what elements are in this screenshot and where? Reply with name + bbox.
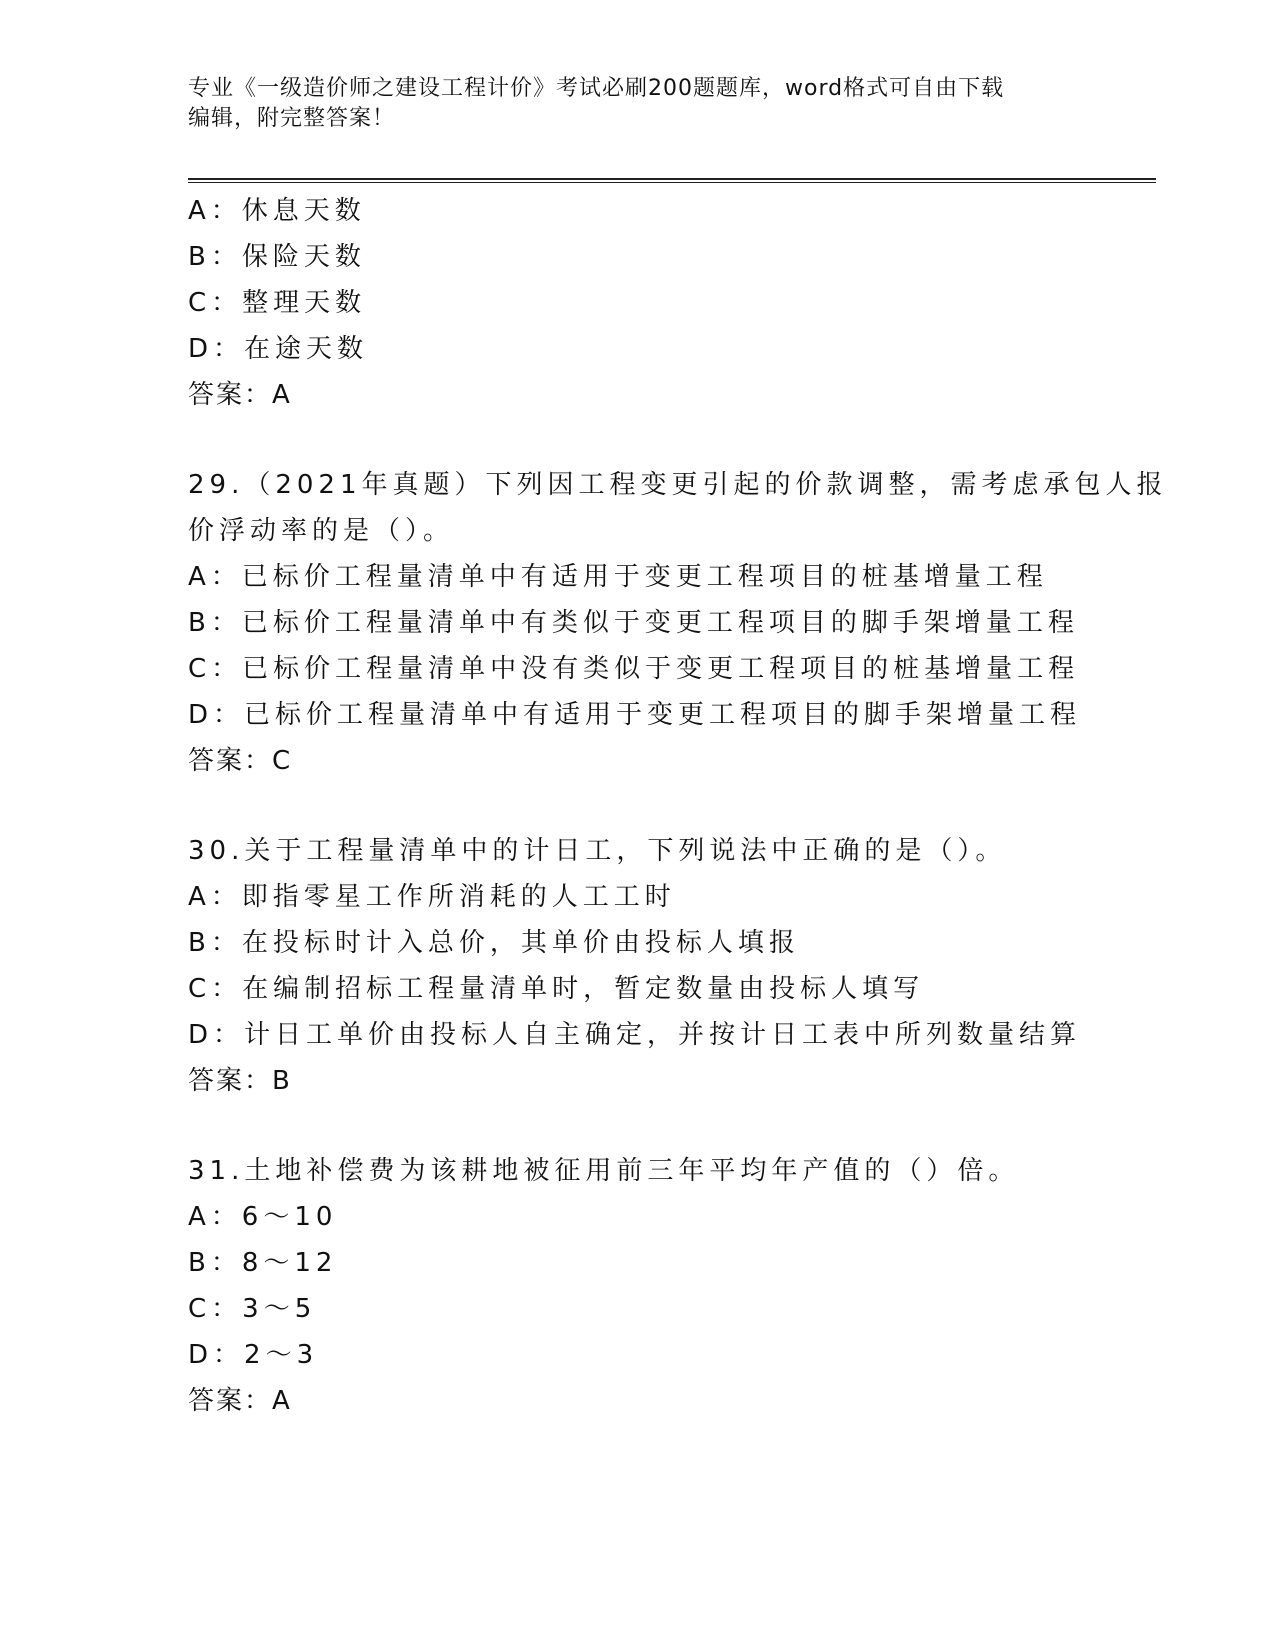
document-header <box>188 74 1088 134</box>
question-stem: 30.关于工程量清单中的计日工，下列说法中正确的是（）。 <box>188 836 1007 866</box>
answer: 答案：B <box>188 1066 292 1096</box>
answer: 答案：A <box>188 1386 292 1416</box>
question-29 <box>188 462 1168 784</box>
question-stem: 31.土地补偿费为该耕地被征用前三年平均年产值的（）倍。 <box>188 1156 1020 1186</box>
spacer <box>188 1104 1156 1148</box>
option-a: A：6～10 <box>188 1202 338 1232</box>
option-d: D：计日工单价由投标人自主确定，并按计日工表中所列数量结算 <box>188 1020 1082 1050</box>
question-list <box>188 188 1168 1424</box>
option-b: B：8～12 <box>188 1248 338 1278</box>
option-a: A：休息天数 <box>188 196 366 226</box>
option-d: D：2～3 <box>188 1340 319 1370</box>
answer: 答案：C <box>188 746 293 776</box>
option-b: B：在投标时计入总价，其单价由投标人填报 <box>188 928 800 958</box>
option-b: B：保险天数 <box>188 242 366 272</box>
question-28 <box>188 188 1156 418</box>
option-a: A：即指零星工作所消耗的人工工时 <box>188 882 676 912</box>
option-c: C：在编制招标工程量清单时，暂定数量由投标人填写 <box>188 974 925 1004</box>
spacer <box>188 784 1156 828</box>
answer: 答案：A <box>188 380 292 410</box>
header-divider <box>188 178 1156 183</box>
header-title-line-1: 专业《一级造价师之建设工程计价》考试必刷200题题库，word格式可自由下载 <box>188 76 1005 101</box>
option-d: D：在途天数 <box>188 334 369 364</box>
option-a: A：已标价工程量清单中有适用于变更工程项目的桩基增量工程 <box>188 562 1048 592</box>
option-c: C：3～5 <box>188 1294 317 1324</box>
question-30 <box>188 828 1156 1104</box>
option-c: C：整理天数 <box>188 288 367 318</box>
option-c: C：已标价工程量清单中没有类似于变更工程项目的桩基增量工程 <box>188 654 1080 684</box>
question-31 <box>188 1148 1156 1424</box>
question-stem-line-2: 价浮动率的是（）。 <box>188 516 455 546</box>
option-b: B：已标价工程量清单中有类似于变更工程项目的脚手架增量工程 <box>188 608 1079 638</box>
spacer <box>188 418 1156 462</box>
header-title-line-2: 编辑，附完整答案！ <box>188 106 396 131</box>
option-d: D：已标价工程量清单中有适用于变更工程项目的脚手架增量工程 <box>188 700 1082 730</box>
question-stem-line-1: 29.（2021年真题）下列因工程变更引起的价款调整，需考虑承包人报 <box>188 470 1168 500</box>
